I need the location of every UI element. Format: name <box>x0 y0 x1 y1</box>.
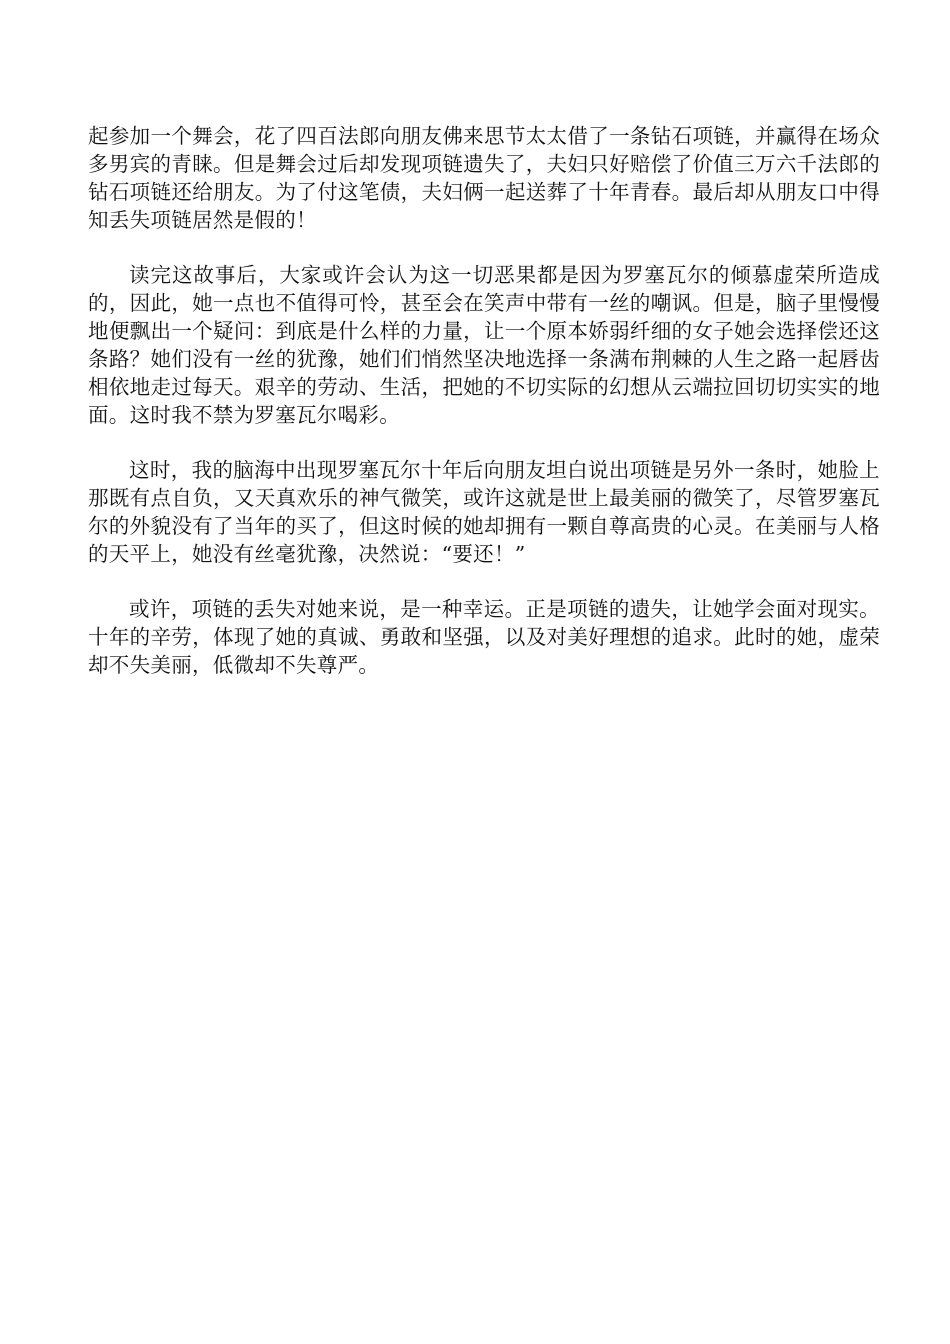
paragraph-conclusion: 或许，项链的丢失对她来说，是一种幸运。正是项链的遗失，让她学会面对现实。十年的辛劳，体现了她的真诚、勇敢和坚强，以及对美好理想的追求。此时的她，虚荣却不失美丽，低微却不失尊严。 <box>88 597 880 677</box>
paragraph-reflection: 读完这故事后，大家或许会认为这一切恶果都是因为罗塞瓦尔的倾慕虚荣所造成的，因此，她一点也不值得可怜，甚至会在笑声中带有一丝的嘲讽。但是，脑子里慢慢地便飘出一个疑问：到底是什么样的力量，让一个原本娇弱纤细的女子她会选择偿还这条路？她们没有一丝的犹豫，她们们悄然坚决地选择一条满布荆棘的人生之路一起唇齿相依地走过每天。艰辛的劳动、生活，把她的不切实际的幻想从云端拉回切切实实的地面。这时我不禁为罗塞瓦尔喝彩。 <box>88 263 880 427</box>
document-page <box>88 122 880 706</box>
paragraph-continuation: 起参加一个舞会，花了四百法郎向朋友佛来思节太太借了一条钻石项链，并赢得在场众多男宾的青睐。但是舞会过后却发现项链遗失了，夫妇只好赔偿了价值三万六千法郎的钻石项链还给朋友。为了付这笔债，夫妇俩一起送葬了十年青春。最后却从朋友口中得知丢失项链居然是假的！ <box>88 124 880 232</box>
paragraph-smile: 这时，我的脑海中出现罗塞瓦尔十年后向朋友坦白说出项链是另外一条时，她脸上那既有点自负，又天真欢乐的神气微笑，或许这就是世上最美丽的微笑了，尽管罗塞瓦尔的外貌没有了当年的买了，但这时候的她却拥有一颗自尊高贵的心灵。在美丽与人格的天平上，她没有丝毫犹豫，决然说：“要还！” <box>88 458 880 566</box>
